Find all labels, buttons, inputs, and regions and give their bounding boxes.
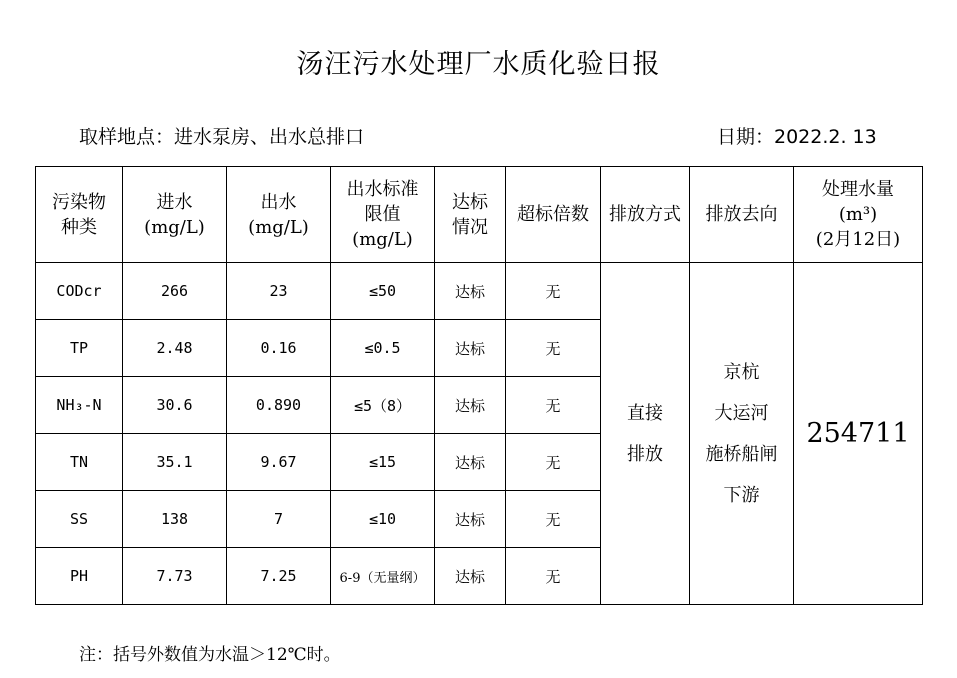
limit-value: ≤15	[331, 434, 435, 491]
discharge-method-cell: 直接 排放	[601, 263, 690, 605]
pollutant-name: SS	[36, 491, 123, 548]
status-value: 达标	[435, 377, 506, 434]
status-value: 达标	[435, 320, 506, 377]
pollutant-name: TN	[36, 434, 123, 491]
header-pollutant: 污染物 种类	[36, 167, 123, 263]
status-value: 达标	[435, 491, 506, 548]
inflow-value: 2.48	[123, 320, 227, 377]
limit-value: ≤5（8）	[331, 377, 435, 434]
header-inflow: 进水 (mg/L)	[123, 167, 227, 263]
inflow-value: 138	[123, 491, 227, 548]
table-row	[36, 263, 923, 320]
treated-volume-value: 254711	[794, 263, 923, 605]
exceed-value: 无	[506, 263, 601, 320]
limit-value: ≤0.5	[331, 320, 435, 377]
status-value: 达标	[435, 548, 506, 605]
report-title: 汤汪污水处理厂水质化验日报	[296, 49, 661, 80]
header-outflow: 出水 (mg/L)	[227, 167, 331, 263]
outflow-value: 23	[227, 263, 331, 320]
pollutant-name: NH₃-N	[36, 377, 123, 434]
exceed-value: 无	[506, 434, 601, 491]
pollutant-name: TP	[36, 320, 123, 377]
header-destination: 排放去向	[690, 167, 794, 263]
water-quality-table	[35, 166, 923, 605]
outflow-value: 7.25	[227, 548, 331, 605]
status-value: 达标	[435, 434, 506, 491]
exceed-value: 无	[506, 491, 601, 548]
outflow-value: 7	[227, 491, 331, 548]
outflow-value: 9.67	[227, 434, 331, 491]
outflow-value: 0.16	[227, 320, 331, 377]
exceed-value: 无	[506, 548, 601, 605]
header-volume: 处理水量 (m³) (2月12日)	[794, 167, 923, 263]
header-limit: 出水标准 限值 (mg/L)	[331, 167, 435, 263]
footnote: 注：括号外数值为水温＞12℃时。	[79, 645, 341, 665]
header-exceed: 超标倍数	[506, 167, 601, 263]
pollutant-name: PH	[36, 548, 123, 605]
inflow-value: 30.6	[123, 377, 227, 434]
report-date: 日期：2022.2. 13	[717, 126, 877, 148]
inflow-value: 7.73	[123, 548, 227, 605]
outflow-value: 0.890	[227, 377, 331, 434]
header-status: 达标 情况	[435, 167, 506, 263]
limit-value: 6-9（无量纲）	[331, 548, 435, 605]
limit-value: ≤10	[331, 491, 435, 548]
exceed-value: 无	[506, 320, 601, 377]
sampling-location: 取样地点：进水泵房、出水总排口	[79, 126, 365, 148]
status-value: 达标	[435, 263, 506, 320]
table-header-row	[36, 167, 923, 263]
inflow-value: 266	[123, 263, 227, 320]
limit-value: ≤50	[331, 263, 435, 320]
header-method: 排放方式	[601, 167, 690, 263]
discharge-destination-cell: 京杭 大运河 施桥船闸 下游	[690, 263, 794, 605]
pollutant-name: CODcr	[36, 263, 123, 320]
inflow-value: 35.1	[123, 434, 227, 491]
exceed-value: 无	[506, 377, 601, 434]
